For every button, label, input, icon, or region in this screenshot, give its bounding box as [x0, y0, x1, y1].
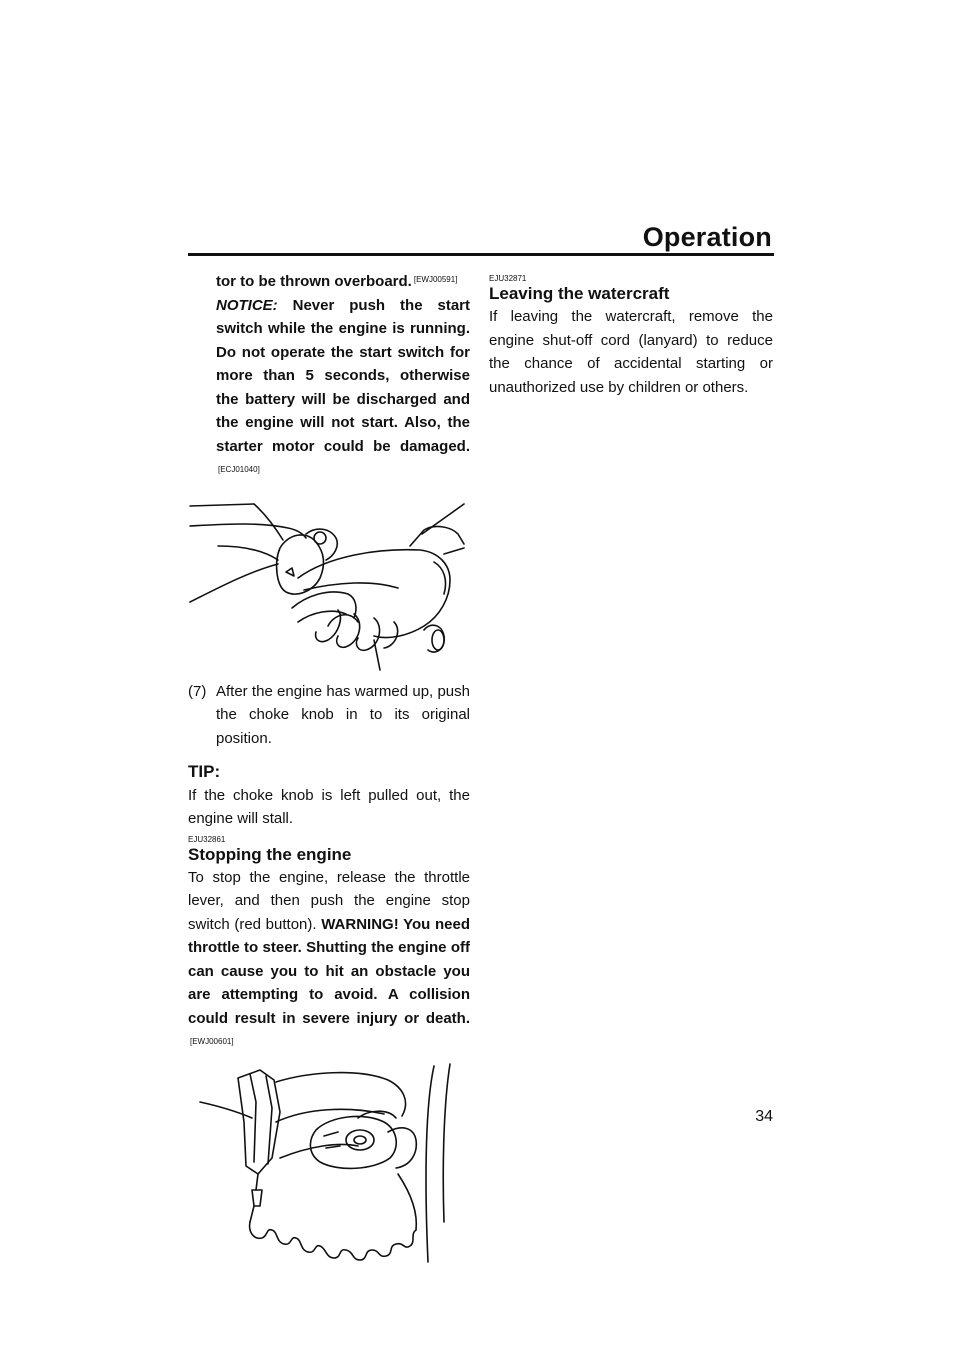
- stopping-paragraph: [188, 866, 470, 1056]
- step-7-number: (7): [188, 682, 207, 700]
- warning-continuation: [188, 268, 470, 294]
- step-7: [188, 680, 470, 751]
- stopping-section-code: EJU32861: [188, 834, 226, 844]
- start-switch-illustration: [188, 490, 470, 672]
- notice-text: Never push the start switch while the engine is running. Do not operate the start switch for more than 5 seconds, otherwise the battery will be discharged and the engine will not start. Also, the starter motor could be damaged.: [216, 296, 470, 455]
- stopping-text: To stop the engine, release the throttle lever, and then push the engine stop switch (red button).: [188, 868, 470, 933]
- notice-paragraph: [188, 294, 470, 484]
- stopping-warning-code: [EWJ00601]: [190, 1037, 234, 1046]
- notice-label: NOTICE:: [216, 296, 278, 314]
- step-7-text: After the engine has warmed up, push the choke knob in to its original position.: [216, 682, 470, 747]
- stopping-section-title: Stopping the engine: [188, 844, 352, 864]
- warning-text: tor to be thrown overboard.: [216, 273, 412, 290]
- right-column: [489, 268, 773, 399]
- leaving-text: If leaving the watercraft, remove the engine shut-off cord (lanyard) to reduce the chance of accidental starting or unauthorized use by children or others.: [489, 308, 773, 396]
- header-rule: [188, 253, 774, 256]
- stop-switch-illustration: [188, 1062, 470, 1280]
- stopping-warning: WARNING! You need throttle to steer. Shutting the engine off can cause you to hit an obstacle you are attempting to avoid. A collision could result in severe injury or death.: [188, 915, 470, 1027]
- tip-text: If the choke knob is left pulled out, the engine will stall.: [188, 786, 470, 827]
- leaving-section-code: EJU32871: [489, 274, 527, 283]
- tip-heading: TIP:: [188, 762, 221, 781]
- warning-code: [EWJ00591]: [413, 275, 458, 284]
- notice-code: [ECJ01040]: [218, 465, 260, 474]
- left-column: [188, 268, 470, 1288]
- leaving-section-title: Leaving the watercraft: [489, 284, 670, 303]
- page-number: 34: [755, 1108, 773, 1125]
- page-title: Operation: [642, 222, 772, 252]
